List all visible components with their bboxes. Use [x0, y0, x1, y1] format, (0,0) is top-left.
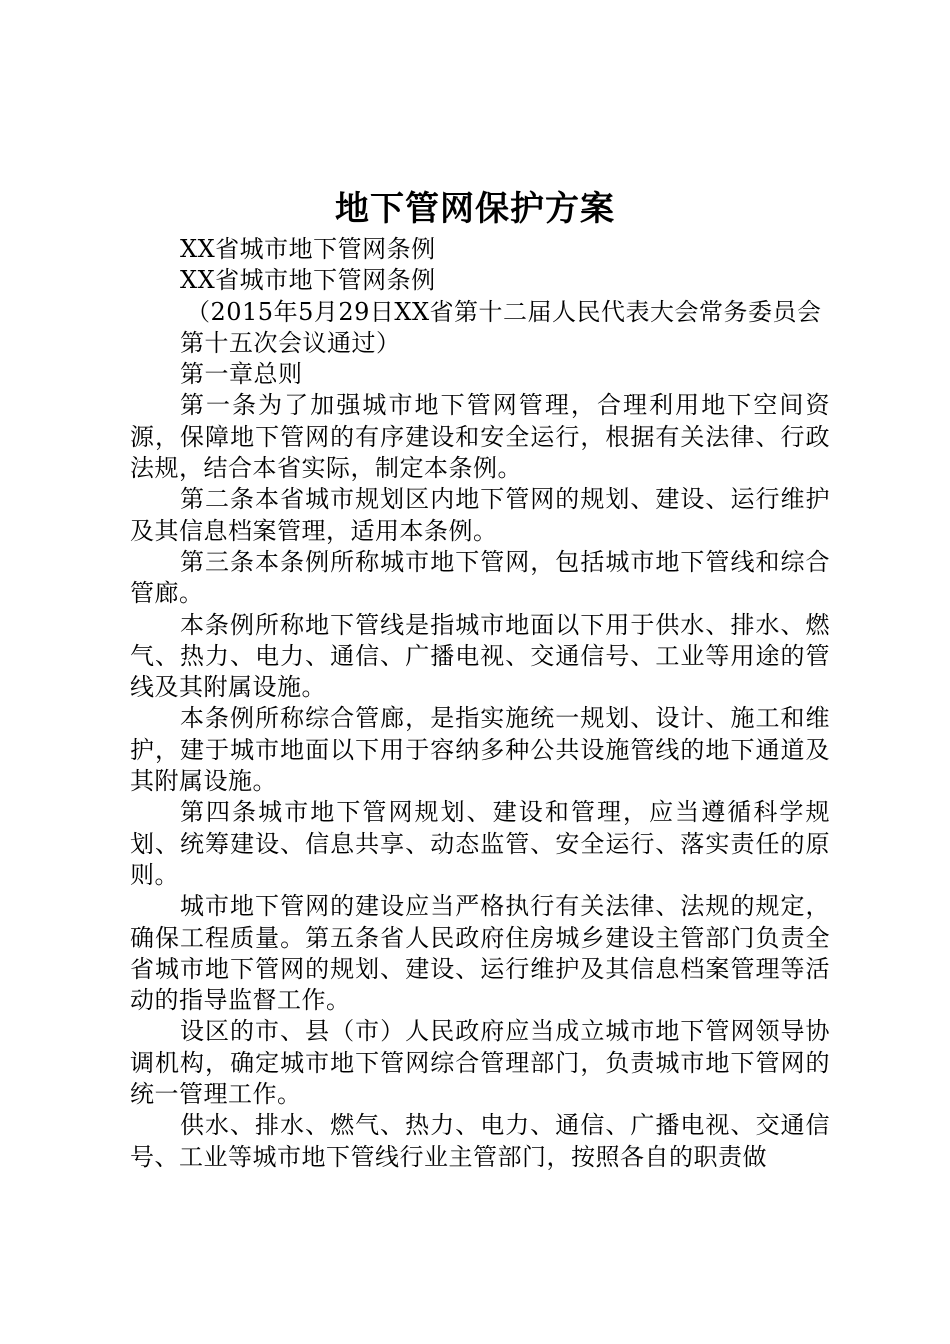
article-3-clause-corridor: 本条例所称综合管廊，是指实施统一规划、设计、施工和维护，建于城市地面以下用于容纳多种公共设施管线的地下通道及其附属设施。 — [130, 704, 830, 796]
article-3-clause-pipelines: 本条例所称地下管线是指城市地面以下用于供水、排水、燃气、热力、电力、通信、广播电视、交通信号、工业等用途的管线及其附属设施。 — [130, 610, 830, 702]
document-title: 地下管网保护方案 — [335, 189, 615, 229]
document-body — [130, 234, 830, 1173]
article-5-clause-city: 设区的市、县（市）人民政府应当成立城市地下管网领导协调机构，确定城市地下管网综合管理部门，负责城市地下管网的统一管理工作。 — [130, 1017, 830, 1109]
article-4: 第四条城市地下管网规划、建设和管理，应当遵循科学规划、统筹建设、信息共享、动态监管、安全运行、落实责任的原则。 — [130, 798, 830, 889]
paragraph-3: （2015年5月29日XX省第十二届人民代表大会常务委员会 — [186, 297, 822, 326]
article-2: 第二条本省城市规划区内地下管网的规划、建设、运行维护及其信息档案管理，适用本条例。 — [130, 485, 830, 545]
paragraph-2: XX省城市地下管网条例 — [180, 266, 436, 295]
paragraph-4: 第十五次会议通过） — [180, 328, 401, 357]
article-3: 第三条本条例所称城市地下管网，包括城市地下管线和综合管廊。 — [130, 547, 830, 608]
article-1: 第一条为了加强城市地下管网管理，合理利用地下空间资源，保障地下管网的有序建设和安全运行，根据有关法律、行政法规，结合本省实际，制定本条例。 — [130, 391, 830, 483]
paragraph-1: XX省城市地下管网条例 — [180, 235, 436, 263]
article-5-clause-departments: 供水、排水、燃气、热力、电力、通信、广播电视、交通信号、工业等城市地下管线行业主管部门，按照各自的职责做 — [130, 1111, 830, 1171]
chapter-heading: 第一章总则 — [180, 360, 303, 389]
article-4-clause-quality: 城市地下管网的建设应当严格执行有关法律、法规的规定，确保工程质量。第五条省人民政府住房城乡建设主管部门负责全省城市地下管网的规划、建设、运行维护及其信息档案管理等活动的指导监督工作。 — [130, 892, 830, 1015]
